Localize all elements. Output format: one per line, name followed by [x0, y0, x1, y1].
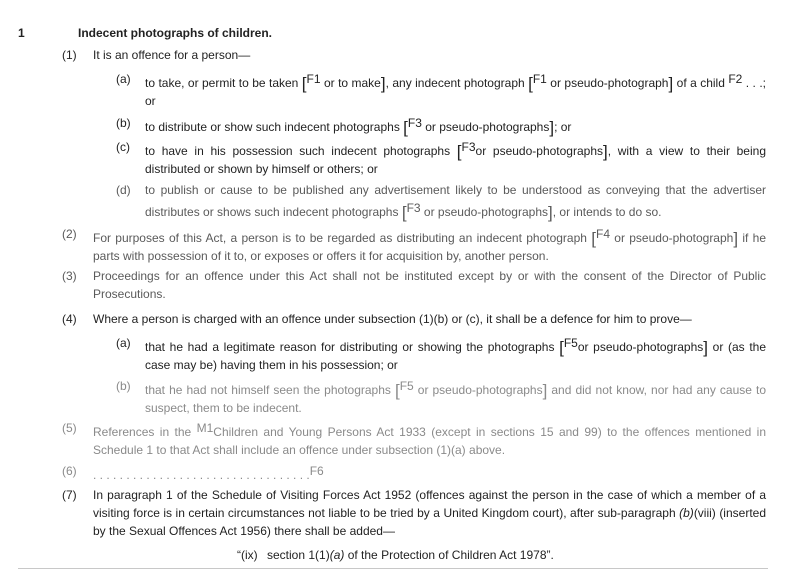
subsection-number: (6): [62, 464, 77, 478]
amendment-bracket-close: ]: [549, 118, 555, 137]
marginal-note-ref[interactable]: M1: [196, 421, 214, 435]
paragraph-number: (b): [116, 379, 131, 393]
subsection-number: (4): [62, 312, 77, 326]
footnote-ref[interactable]: F5: [563, 336, 578, 350]
repealed-text: [93, 462, 766, 484]
amendment-bracket-close: ]: [380, 74, 386, 93]
paragraph-text: to distribute or show such indecent photographs [F3 or pseudo-photographs]; or: [145, 116, 572, 137]
paragraph-number: (d): [116, 183, 131, 197]
subsection-number: (7): [62, 488, 77, 502]
amendment-bracket-open: [: [528, 74, 533, 93]
subsection-number: (5): [62, 421, 77, 435]
paragraph-text: to have in his possession such indecent photographs [F3or pseudo-photographs], with a view to their being distributed or shown by himself or others; or: [145, 140, 766, 176]
subsection-text: Where a person is charged with an offence under subsection (1)(b) or (c), it shall be a defence for him to prove—: [93, 312, 692, 326]
amendment-bracket-close: ]: [703, 338, 709, 357]
paragraph-number: (a): [116, 336, 131, 350]
amendment-bracket-open: [: [456, 142, 462, 161]
amendment-bracket-open: [: [394, 381, 400, 400]
paragraph-text: to publish or cause to be published any advertisement likely to be understood as conveying that the advertiser distributes or shows such indecent photographs [F3 or pseudo-photographs], or intends to do so.: [145, 183, 766, 222]
amendment-bracket-open: [: [403, 118, 408, 137]
subsection-text: It is an offence for a person—: [93, 48, 251, 62]
bottom-divider: [18, 568, 768, 569]
section-title: Indecent photographs of children.: [78, 26, 273, 40]
footnote-ref[interactable]: F3: [407, 116, 422, 130]
repealed-dots: . . . . . . . . . . . . . . . . . . . . . . . . . . . . . . . . .: [93, 468, 310, 482]
section-number: 1: [18, 26, 25, 40]
paragraph-number: (b): [116, 116, 131, 130]
footnote-ref[interactable]: F1: [532, 72, 547, 86]
amendment-bracket-open: [: [301, 74, 307, 93]
amendment-bracket-close: ]: [668, 74, 674, 93]
subsection-number: (2): [62, 227, 77, 241]
inserted-text: “(ix) section 1(1)(a) of the Protection of Children Act 1978”.: [237, 548, 554, 562]
footnote-ref[interactable]: F2: [728, 72, 743, 86]
footnote-ref[interactable]: F3: [406, 201, 421, 215]
amendment-bracket-open: [: [591, 229, 596, 248]
footnote-ref[interactable]: F4: [595, 227, 610, 241]
paragraph-number: (a): [116, 72, 131, 86]
footnote-ref[interactable]: F5: [399, 379, 414, 393]
subsection-text: For purposes of this Act, a person is to be regarded as distributing an indecent photograph [F4 or pseudo-photograph] if he parts with possession of it to, or exposes or offers it for acquisition by, another person.: [93, 227, 767, 263]
paragraph-number: (c): [116, 140, 130, 154]
subsection-number: (3): [62, 269, 77, 283]
subsection-number: (1): [62, 48, 77, 62]
inserted-number: “(ix): [237, 548, 258, 562]
subsection-text: Proceedings for an offence under this Act shall not be instituted except by or with the consent of the Director of Public Prosecutions.: [93, 269, 766, 301]
amendment-bracket-close: ]: [733, 229, 739, 248]
amendment-bracket-open: [: [401, 203, 407, 222]
footnote-ref[interactable]: F6: [309, 464, 324, 478]
footnote-ref[interactable]: F1: [306, 72, 321, 86]
paragraph-text: that he had a legitimate reason for distributing or showing the photographs [F5or pseudo-photographs] or (as the case may be) having them in his possession; or: [145, 336, 767, 372]
amendment-bracket-close: ]: [542, 381, 548, 400]
amendment-bracket-open: [: [559, 338, 564, 357]
amendment-bracket-close: ]: [603, 142, 608, 161]
paragraph-text: that he had not himself seen the photographs [F5 or pseudo-photographs] and did not know, nor had any cause to suspect, them to be indecent.: [145, 379, 766, 415]
footnote-ref[interactable]: F3: [461, 140, 476, 154]
subsection-text: In paragraph 1 of the Schedule of Visiting Forces Act 1952 (offences against the person in the case of which a member of a visiting force is in certain circumstances not liable to be tried by a United Kingdom court), after sub-paragraph (b)(viii) (inserted by the Sexual Offences Act 1956) there shall be added—: [93, 488, 767, 538]
amendment-bracket-close: ]: [548, 203, 553, 222]
subsection-text: References in the M1Children and Young Persons Act 1933 (except in sections 15 and 99) to the offences mentioned in Schedule 1 to that Act shall include an offence under subsection (1)(a) above.: [93, 421, 767, 457]
paragraph-text: to take, or permit to be taken [F1 or to make], any indecent photograph [F1 or pseudo-photograph] of a child F2 . . .; or: [145, 72, 766, 108]
